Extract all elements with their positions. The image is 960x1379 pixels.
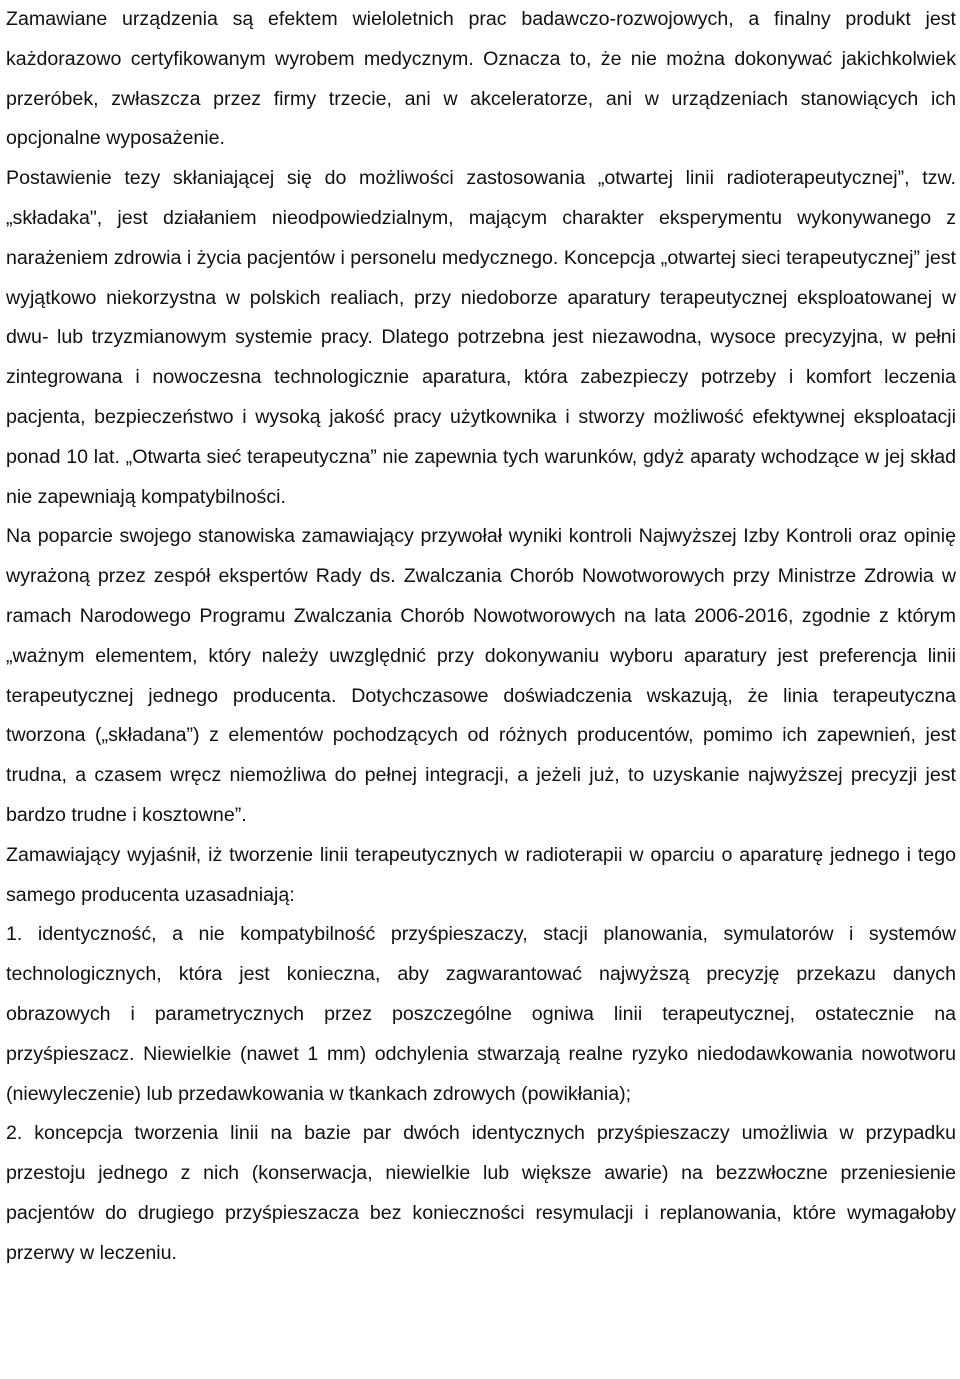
document-page <box>6 0 956 1274</box>
paragraph-open-line-thesis: Postawienie tezy skłaniającej się do możliwości zastosowania „otwartej linii radioterapeutycznej”, tzw. „składaka", jest działaniem nieodpowiedzialnym, mającym charakter eksperymentu wykonywanego z narażeniem zdrowia i życia pacjentów i personelu medycznego. Koncepcja „otwartej sieci terapeutycznej” jest wyjątkowo niekorzystna w polskich realiach, przy niedoborze aparatury terapeutycznej eksploatowanej w dwu- lub trzyzmianowym systemie pracy. Dlatego potrzebna jest niezawodna, wysoce precyzyjna, w pełni zintegrowana i nowoczesna technologicznie aparatura, która zabezpieczy potrzeby i komfort leczenia pacjenta, bezpieczeństwo i wysoką jakość pracy użytkownika i stworzy możliwość efektywnej eksploatacji ponad 10 lat. „Otwarta sieć terapeutyczna” nie zapewnia tych warunków, gdyż aparaty wchodzące w jej skład nie zapewniają kompatybilności. <box>6 167 956 508</box>
list-item-identity: 1. identyczność, a nie kompatybilność przyśpieszaczy, stacji planowania, symulatorów i systemów technologicznych, która jest konieczna, aby zagwarantować najwyższą precyzję przekazu danych obrazowych i parametrycznych przez poszczególne ogniwa linii terapeutycznej, ostatecznie na przyśpieszacz. Niewielkie (nawet 1 mm) odchylenia stwarzają realne ryzyko niedodawkowania nowotworu (niewyleczenie) lub przedawkowania w tkankach zdrowych (powikłania); <box>6 923 956 1105</box>
paragraph-certified-device: Zamawiane urządzenia są efektem wieloletnich prac badawczo-rozwojowych, a finalny produkt jest każdorazowo certyfikowanym wyrobem medycznym. Oznacza to, że nie można dokonywać jakichkolwiek przeróbek, zwłaszcza przez firmy trzecie, ani w akceleratorze, ani w urządzeniach stanowiących ich opcjonalne wyposażenie. <box>6 8 956 150</box>
paragraph-supporting-opinion: Na poparcie swojego stanowiska zamawiający przywołał wyniki kontroli Najwyższej Izby Kontroli oraz opinię wyrażoną przez zespół ekspertów Rady ds. Zwalczania Chorób Nowotworowych przy Ministrze Zdrowia w ramach Narodowego Programu Zwalczania Chorób Nowotworowych na lata 2006-2016, zgodnie z którym „ważnym elementem, który należy uwzględnić przy dokonywaniu wyboru aparatury jest preferencja linii terapeutycznej jednego producenta. Dotychczasowe doświadczenia wskazują, że linia terapeutyczna tworzona („składana”) z elementów pochodzących od różnych producentów, pomimo ich zapewnień, jest trudna, a czasem wręcz niemożliwa do pełnej integracji, a jeżeli już, to uzyskanie najwyższej precyzji jest bardzo trudne i kosztowne”. <box>6 525 956 826</box>
paragraph-justification-intro: Zamawiający wyjaśnił, iż tworzenie linii terapeutycznych w radioterapii w oparciu o aparaturę jednego i tego samego producenta uzasadniają: <box>6 843 956 906</box>
list-item-pair-concept: 2. koncepcja tworzenia linii na bazie par dwóch identycznych przyśpieszaczy umożliwia w przypadku przestoju jednego z nich (konserwacja, niewielkie lub większe awarie) na bezzwłoczne przeniesienie pacjentów do drugiego przyśpieszacza bez konieczności resymulacji i replanowania, które wymagałoby przerwy w leczeniu. <box>6 1122 956 1264</box>
